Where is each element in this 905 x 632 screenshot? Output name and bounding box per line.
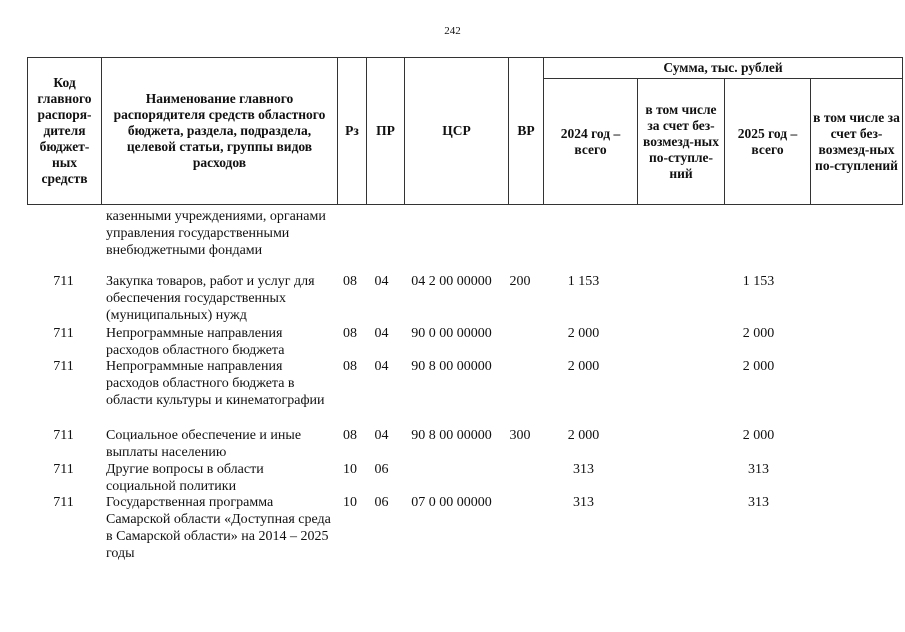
cell-name: Другие вопросы в области социальной политики [106,462,264,494]
cell-csr: 90 8 00 00000 [411,428,492,443]
cell-rz: 08 [343,274,357,289]
header-vr: ВР [509,58,544,205]
cell-y2025: 2 000 [742,428,775,443]
cell-code: 711 [53,495,74,510]
cell-name: Социальное обеспечение и иные выплаты населению [106,428,302,460]
cell-pr: 04 [374,359,389,374]
header-incl-2025: в том числе за счет без-возмезд-ных по-ступлений [811,79,903,205]
header-2024: 2024 год – всего [544,79,638,205]
cell-rz: 08 [343,326,357,341]
cell-y2024: 2 000 [567,326,600,341]
cell-name: казенными учреждениями, органами управления государственными внебюджетными фондами [106,209,326,258]
cell-y2024: 313 [573,495,594,510]
cell-vr: 200 [509,274,531,289]
cell-name: Государственная программа Самарской области «Доступная среда в Самарской области» на 2014 – 2025 годы [106,495,331,561]
cell-pr: 06 [374,495,389,510]
cell-name: Непрограммные направления расходов областного бюджета [106,326,285,358]
header-pr: ПР [367,58,405,205]
cell-code: 711 [53,326,74,341]
cell-pr: 04 [374,274,389,289]
cell-name: Закупка товаров, работ и услуг для обеспечения государственных (муниципальных) нужд [106,274,315,323]
cell-rz: 10 [343,495,357,510]
cell-pr: 06 [374,462,389,477]
cell-y2024: 2 000 [567,428,600,443]
header-2025: 2025 год – всего [725,79,811,205]
cell-code: 711 [53,428,74,443]
cell-code: 711 [53,274,74,289]
cell-pr: 04 [374,326,389,341]
header-code: Код главного распоря-дителя бюджет-ных средств [28,58,102,205]
cell-code: 711 [53,359,74,374]
cell-rz: 10 [343,462,357,477]
header-sum: Сумма, тыс. рублей [544,58,903,79]
page-number: 242 [444,25,461,37]
cell-rz: 08 [343,359,357,374]
header-incl-2024: в том числе за счет без-возмезд-ных по-ступле-ний [638,79,725,205]
cell-y2024: 2 000 [567,359,600,374]
cell-csr: 90 8 00 00000 [411,359,492,374]
cell-vr: 300 [509,428,531,443]
cell-pr: 04 [374,428,389,443]
header-rz: Рз [338,58,367,205]
cell-y2024: 1 153 [567,274,600,289]
table-header [27,57,903,205]
cell-name: Непрограммные направления расходов областного бюджета в области культуры и кинематографии [106,359,325,408]
cell-y2025: 2 000 [742,359,775,374]
cell-rz: 08 [343,428,357,443]
cell-csr: 04 2 00 00000 [411,274,492,289]
cell-y2025: 313 [748,495,769,510]
cell-csr: 90 0 00 00000 [411,326,492,341]
cell-y2025: 2 000 [742,326,775,341]
header-name: Наименование главного распорядителя средств областного бюджета, раздела, подраздела, целевой статьи, группы видов расходов [102,58,338,205]
cell-y2024: 313 [573,462,594,477]
cell-y2025: 313 [748,462,769,477]
cell-csr: 07 0 00 00000 [411,495,492,510]
cell-code: 711 [53,462,74,477]
cell-y2025: 1 153 [742,274,775,289]
header-csr: ЦСР [405,58,509,205]
